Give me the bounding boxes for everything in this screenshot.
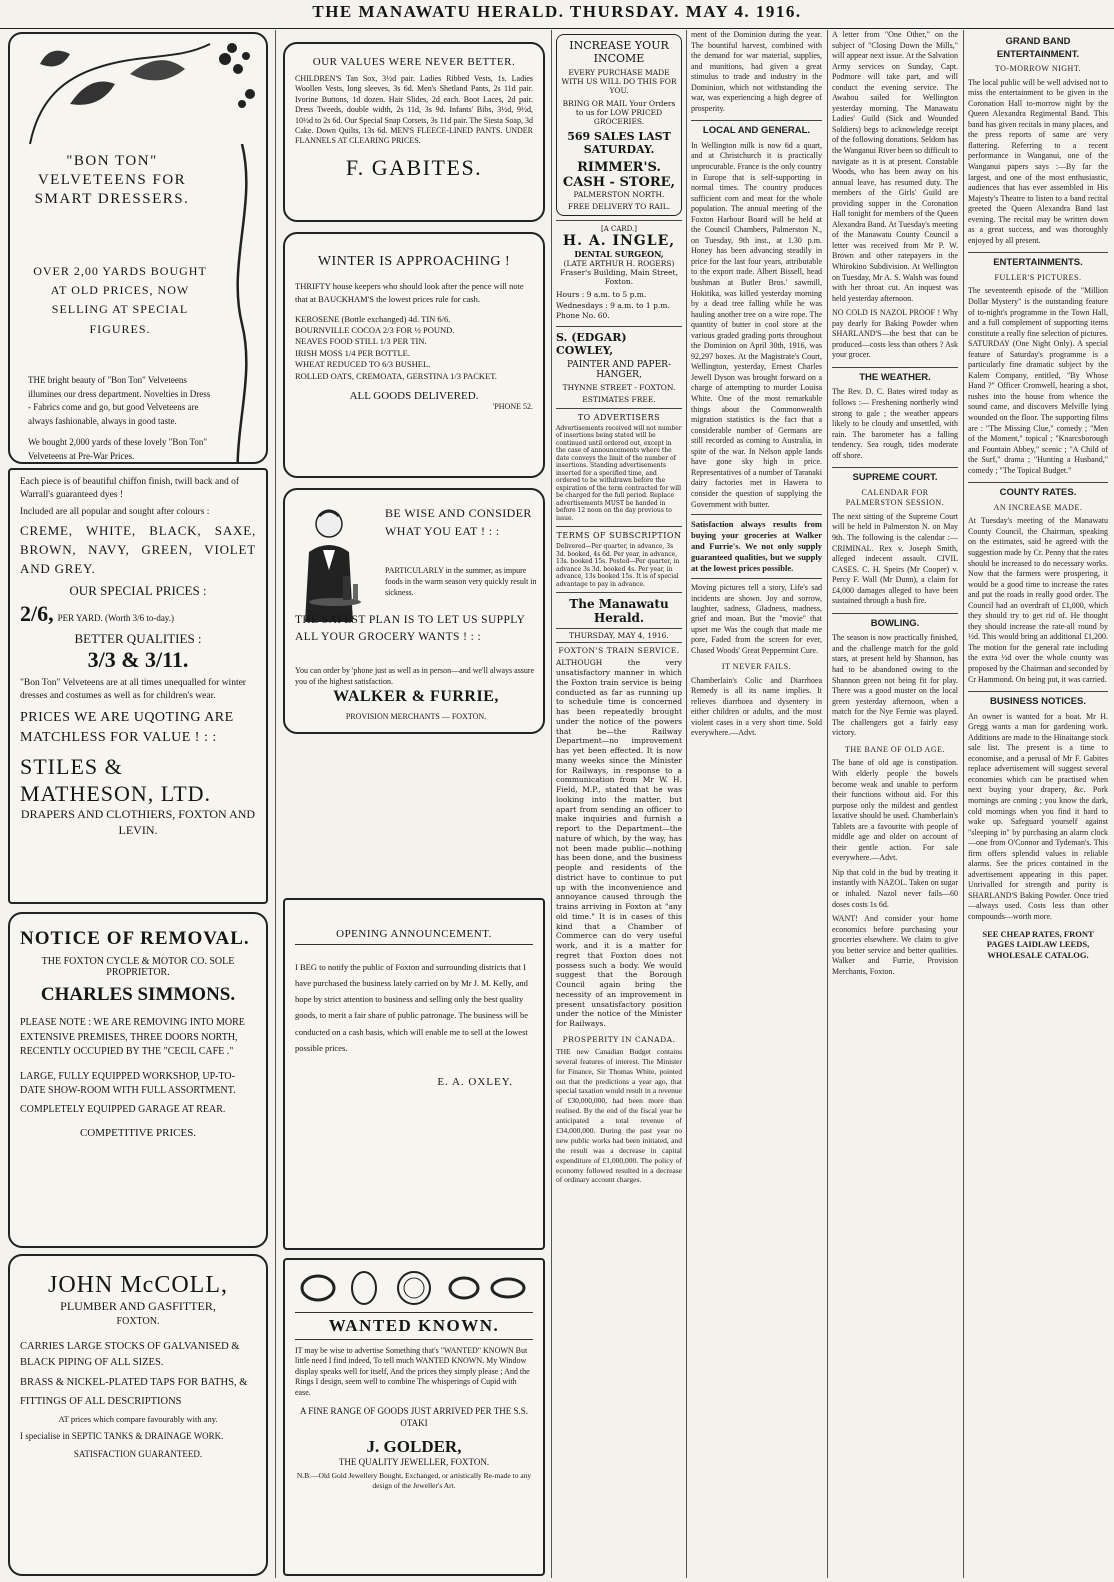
gabites-body: CHILDREN'S Tan Sox, 3½d pair. Ladies Ribbed Vests, 1s. Ladies Woollen Vests, long sleeves, 3s 6d. Men's Shetland Pants, 2s 11d pair. Ivorine Buttons, 1d dozen. Hair Slides, 2d each. Boot Laces, 2d pair. Dress Tweeds, double width, 2s 11d, 3s 9d. Infants' Bibs, 3½d, 9½d, 10½d to 2s 6d. Our Special Snap Corsets, 3s 11d pair. The Siesta Soap, 3d Cake. Down Quilts, 13s 6d. MEN'S FLEECE-LINED PANTS. UNDER FLANNELS AT CLEARING PRICES. <box>295 74 533 146</box>
mccoll-name: JOHN McCOLL, <box>48 1272 228 1298</box>
floral-ornament-icon <box>10 34 266 154</box>
local-general-headline: LOCAL AND GENERAL. <box>691 120 822 138</box>
removal-company: THE FOXTON CYCLE & MOTOR CO. SOLE PROPRIETOR. <box>41 956 235 978</box>
walker-trade: PROVISION MERCHANTS — FOXTON. <box>345 712 487 721</box>
bauckham-item: BOURNVILLE COCOA 2/3 FOR ½ POUND. <box>295 324 455 335</box>
weather-body: The Rev. D. C. Bates wired today as follows :— Freshening northerly wind strong to gale ; the weather appears likely to be cloudy and unsettled, with rain. The barometer has a falling tendency. Sea rough, tides moderate off shore. <box>832 387 958 460</box>
stiles-special-label: OUR SPECIAL PRICES : <box>69 582 207 598</box>
stiles-better-label: BETTER QUALITIES : <box>74 630 202 646</box>
rimmers-bring: BRING OR MAIL Your Orders to us for LOW PRICED GROCERIES. <box>562 99 676 127</box>
editorial-body: ALTHOUGH the very unsatisfactory manner in which the Foxton train service is being conducted as far as running up to schedule time is concerned has been repeatedly brought under the notice of the powers that be—the Railway Department—no improvement has yet been effected. It is now many weeks since the Minister for Railways, in response to a communication from Mr W. H. Field, M.P., stated that he was looking into the matter, but apart from sending an officer to make inquiries and furnish a report to the Department—the nature of which, by the way, has not been made public—nothing has been done, and the business people and residents of the district have to continue to put up with the inconvenience and annoyance caused through the trains arriving in Foxton at "any old time." It is in cases of this kind that a Chamber of Commerce can do very useful work, and it is a matter for regret that Foxton does not possess such a body. We would suggest that the Borough Council again bring the necessity of an improvement in present unsatisfactory position under the notice of the Minister for Railways. <box>556 658 682 1029</box>
column-6 <box>968 30 1108 1578</box>
mccoll-prices: AT prices which compare favourably with any. <box>58 1414 218 1424</box>
subscription-body: Delivered—Per quarter, in advance, 3s 3d. booked, 4s 6d. Per year, in advance, 13s. booked 15s. Posted—Per quarter, in advance 3s 3d. booked 4s. Per year, in advance, 13s booked 15s. It is of special advantage to pay in advance. <box>556 543 680 588</box>
oxley-opening-ad <box>283 898 545 1250</box>
stiles-intro: Each piece is of beautiful chiffon finish, twill back and of Warrall's guaranteed dyes ! <box>20 477 240 500</box>
local-general-body: In Wellington milk is now 6d a quart, and at Christchurch it is practically unprocurable. France is the only country in Europe that is self-supporting in normal times. The country produces sufficient corn and meat for the whole population. The annual meeting of the Foxton Harbour Board will be held at the Council Chambers, Palmerston N., on Tuesday, 9th inst., at 1.30 p.m. Honey has been advancing steadily in price for the last four years, attributable to the export trade. Albert Bissell, head bushman at Butler Bros.' sawmill, Hokitika, was killed yesterday morning by a dead tree falling while he was hauling another tree on a wire rope. The quantity of butter in cool store at the various graded grading ports throughout the Dominion on April 30th, 1916, was 92,297 boxes. At the Magistrate's Court, Wellington, yesterday, Ernest Charles Jewell Dyson was brought forward on a charge of attempting to murder Louisa White. One of the most remarkable things about the Commonwealth migration statistics is the fact that a considerable number of Germans are still recorded as coming to Australia, in spite of the war. In Nelson apple lands have gone sky high in price. Representatives of a number of Taranaki dairy factories met in Hawera to consider the question of supplying the Government with butter. <box>691 140 822 509</box>
removal-workshop: LARGE, FULLY EQUIPPED WORKSHOP, UP-TO-DATE SHOW-ROOM WITH FULL ASSORTMENT. <box>20 1070 236 1096</box>
bauckham-price-list <box>295 314 533 383</box>
continued-article: ment of the Dominion during the year. The bountiful harvest, combined with the demand for war material, supplies, and munitions, had given a great stimulus to trade and industry in the Dominion, which not withstanding the war, was experiencing a high degree of prosperity. <box>691 30 822 113</box>
oxley-body: I BEG to notify the public of Foxton and surrounding districts that I have purchased the business lately carried on by Mr J. M. Kelly, and hope by strict attention to business and selling only the best quality goods, to merit a fair share of public patronage. The business will be conducted on a cash basis, which will enable me to sell at the lowest possible prices. <box>295 962 529 1053</box>
stiles-unequalled: "Bon Ton" Velveteens are at all times unequalled for winter dresses and costumes as well as for children's wear. <box>20 677 246 701</box>
supreme-court-subheadline: CALENDAR FOR PALMERSTON SESSION. <box>845 487 945 508</box>
bowling-headline: BOWLING. <box>832 613 958 631</box>
band-body: The local public will be well advised not to miss the entertainment to be given in the Coronation Hall to-morrow night by the Queen Alexandra Regimental Band. This band has given recitals in many places, and the press reports of same are very flattering. Referring to a recent performance in Wanganui, one of the Wanganui papers says :—By far the largest, and one of the most enthusiastic, audiences that has ever assembled in His Majesty's Theatre to listen to a band recital greeted the Queen Alexandra Band last evening. The recital may be written down as a great success, and was thoroughly enjoyed by all present. <box>968 77 1108 245</box>
mccoll-septic: I specialise in SEPTIC TANKS & DRAINAGE WORK. <box>20 1431 224 1441</box>
walker-firm: WALKER & FURRIE, <box>333 688 499 705</box>
ingle-late: (LATE ARTHUR H. ROGERS) <box>563 259 675 269</box>
cowley-trade: PAINTER AND PAPER-HANGER, <box>567 359 671 380</box>
bauckham-delivered: ALL GOODS DELIVERED. <box>349 390 479 403</box>
walker-order: You can order by 'phone just as well as in person—and we'll always assure you of the highest satisfaction. <box>295 666 535 686</box>
ingle-name: H. A. INGLE, <box>562 233 676 250</box>
ingle-card <box>556 225 682 322</box>
supreme-court-headline: SUPREME COURT. <box>832 467 958 485</box>
bon-ton-offer: OVER 2,00 YARDS BOUGHT AT OLD PRICES, NOW SELLING AT SPECIAL FIGURES. <box>33 264 207 336</box>
walker-safest: THE SAFEST PLAN IS TO LET US SUPPLY ALL YOUR GROCERY WANTS ! : : <box>295 614 525 644</box>
removal-please-note: PLEASE NOTE : WE ARE REMOVING INTO MORE EXTENSIVE PREMISES, THREE DOORS NORTH, RECENTLY OCCUPIED BY THE "CECIL CAFE ." <box>20 1017 245 1057</box>
mccoll-stock: CARRIES LARGE STOCKS OF GALVANISED & BLACK PIPING OF ALL SIZES. <box>20 1341 240 1368</box>
cheap-rates-notice: SEE CHEAP RATES, FRONT PAGES LAIDLAW LEEDS, WHOLESALE CATALOG. <box>982 928 1094 960</box>
removal-garage: COMPLETELY EQUIPPED GARAGE AT REAR. <box>20 1103 226 1115</box>
bon-ton-velveteens-ad <box>8 32 268 464</box>
walker-want-notice: WANT! And consider your home economics before purchasing your groceries elsewhere. We claim to give you better service and better qualities. Walker and Furrie, Provision Merchants, Foxton. <box>832 914 958 976</box>
bowling-body: The season is now practically finished, and the challenge match for the gold stars, at present held by Shannon, has had to be abandoned owing to the Shannon green not being fit for play. There was a good muster on the local green yesterday afternoon, when a match for the Nye Fernie was played. The challengers got a fairly easy victory. <box>832 633 958 738</box>
removal-title: NOTICE OF REMOVAL. <box>20 928 250 949</box>
never-fails-body: Chamberlain's Colic and Diarrhoea Remedy is all its name implies. It relieves diarrhoea and dysentery in either children or adults, and the most violent cases in a very short time. Sold everywhere.—Advt. <box>691 675 822 738</box>
column-3 <box>556 30 682 1578</box>
never-fails-headline: IT NEVER FAILS. <box>721 662 792 672</box>
county-rates-subheadline: AN INCREASE MADE. <box>993 502 1083 512</box>
bauckham-phone: 'PHONE 52. <box>492 402 533 412</box>
stiles-firm: STILES & MATHESON, LTD. <box>20 754 212 806</box>
jewellery-illustration-icon <box>294 1266 534 1310</box>
bauckham-item: KEROSENE (Bottle exchanged) 4d. TIN 6/6. <box>295 313 451 324</box>
nazol-cold-notice: Nip that cold in the bud by treating it instantly with NAZOL. Taken on sugar or inhaled. Nazol never fails—60 doses costs 1s 6d. <box>832 867 958 909</box>
letter-notices: A letter from "One Other," on the subject of "Closing Down the Mills," will appear next issue. At the Salvation Army services on Sunday, Capt. Podmore will take part, and will conduct the evening service. The Awahou sailed for Wellington yesterday morning. The Manawatu Ladies' Guild (Sick and Wounded Soldiers) begs to acknowledge receipt of the following donations. Seldom has the Wanganui River been so difficult to navigate as it is at present. Constable Woods, who has been away on his annual leave, has resumed duty. The members of the Girls' Guild are providing supper in the Coronation Hall tonight for members of the Queen Alexandra Band. At Tuesday's meeting of the Manawatu County Council a letter was received from Mr P. W. Brown and other ratepayers in the Whirokino Subdivision. At Wellington on Tuesday, Mr A. S. Walsh was found with her throat cut. An inquest was held yesterday afternoon. <box>832 30 958 303</box>
golder-firm: J. GOLDER, <box>366 1437 462 1457</box>
rimmers-every: EVERY PURCHASE MADE WITH US WILL DO THIS FOR YOU. <box>561 68 677 96</box>
peppermint-cure-poem: Moving pictures tell a story, Life's sad incidents are shown. Joy and sorrow, laughter, sadness, Gladness, madness, grief and moan. But the "movie" that upset me Was the cough that made me pore, Faded from the screen for ever, Chased Woods' Great Peppermint Cure. <box>691 583 822 655</box>
band-headline: GRAND BAND ENTERTAINMENT. <box>996 36 1080 60</box>
business-notices-headline: BUSINESS NOTICES. <box>968 691 1108 709</box>
oxley-headline: OPENING ANNOUNCEMENT. <box>295 928 533 945</box>
column-rule <box>275 30 276 1578</box>
stiles-included: Included are all popular and sought after colours : <box>20 506 210 517</box>
stiles-better-price: 3/3 & 3/11. <box>87 646 189 672</box>
mccoll-satisfaction: SATISFACTION GUARANTEED. <box>73 1448 203 1459</box>
cowley-estimates: ESTIMATES FREE. <box>582 394 656 404</box>
bon-ton-headline: "BON TON" VELVETEENS FOR SMART DRESSERS. <box>34 153 190 207</box>
removal-name: CHARLES SIMMONS. <box>40 984 236 1005</box>
cowley-card <box>556 331 682 404</box>
bon-ton-body: THE bright beauty of "Bon Ton" Velveteens illumines our dress department. Novelties in Dress - Fabrics come and go, but good Velveteens are always fashionable, always in good taste. <box>28 375 211 426</box>
ingle-hours: Hours : 9 a.m. to 5 p.m. Wednesdays : 9 a.m. to 1 p.m. Phone No. 60. <box>556 290 670 321</box>
removal-prices: COMPETITIVE PRICES. <box>79 1127 197 1139</box>
band-subheadline: TO-MORROW NIGHT. <box>994 64 1082 74</box>
ingle-title: DENTAL SURGEON, <box>574 249 664 260</box>
bon-ton-prewar: We bought 2,000 yards of these lovely "Bon Ton" Velveteens at Pre-War Prices. <box>28 437 208 461</box>
golder-jeweller-ad <box>283 1258 545 1576</box>
walker-furrie-ad <box>283 488 545 734</box>
entertainments-subheadline: FULLER'S PICTURES. <box>994 272 1082 282</box>
rimmers-firm: RIMMER'S. CASH - STORE, <box>562 160 676 191</box>
weather-headline: THE WEATHER. <box>832 367 958 385</box>
rimmers-increase: INCREASE YOUR INCOME <box>569 39 669 66</box>
canada-headline: PROSPERITY IN CANADA. <box>562 1034 676 1044</box>
rimmers-ad <box>556 34 682 216</box>
walker-summer: PARTICULARLY in the summer, as impure foods in the warm season very quickly result in sickness. <box>385 566 537 597</box>
column-5 <box>832 30 958 1578</box>
stiles-matheson-ad <box>8 468 268 904</box>
john-mccoll-ad <box>8 1254 268 1576</box>
paper-date: THURSDAY, MAY 4, 1916. <box>556 628 682 643</box>
ingle-card-label: [A CARD.] <box>600 225 637 234</box>
canada-body: THE new Canadian Budget contains several features of interest. The Minister for Finance, Sir Thomas White, pointed out that the predictions a year ago, that special taxation would result in a revenue of £30,000,000, had been more than realised. By the end of the fiscal year he anticipated a total revenue of £34,000,000. During the past year no new public works had been initiated, and the result was a decrease in capital expenditure of £1,000,000. The policy of economy followed resulted in a decrease of ordinary account charges. <box>556 1046 682 1185</box>
editorial-headline: FOXTON'S TRAIN SERVICE. <box>558 646 680 656</box>
cowley-name: S. (EDGAR) COWLEY, <box>556 330 627 357</box>
golder-note: N.B.—Old Gold Jewellery Bought, Exchanged, or artistically Re-made to any design of the Jeweller's Art. <box>296 1471 532 1491</box>
bauckham-intro: THRIFTY house keepers who should look after the pence will note that at BAUCKHAM'S the lowest prices rule for cash. <box>295 281 524 304</box>
subscription-title: TERMS OF SUBSCRIPTION <box>556 531 682 541</box>
oxley-name: E. A. OXLEY. <box>437 1075 513 1088</box>
bauckham-item: NEAVES FOOD STILL 1/3 PER TIN. <box>295 336 427 347</box>
gabites-firm: F. GABITES. <box>345 154 483 180</box>
gabites-ad <box>283 42 545 222</box>
column-4 <box>691 30 822 1578</box>
stiles-colours: CREME, WHITE, BLACK, SAXE, BROWN, NAVY, GREEN, VIOLET AND GREY. <box>20 523 256 577</box>
mccoll-fittings: FITTINGS OF ALL DESCRIPTIONS <box>20 1396 182 1408</box>
county-rates-headline: COUNTY RATES. <box>968 482 1108 500</box>
walker-headline: BE WISE AND CONSIDER WHAT YOU EAT ! : : <box>385 506 532 538</box>
rimmers-town: PALMERSTON NORTH. <box>573 190 665 200</box>
column-rule <box>827 30 828 1578</box>
golder-body: IT may be wise to advertise Something that's "WANTED" KNOWN But little need I find indeed, To tell much WANTED KNOWN. My Window display speaks well for itself, And the prices they simply please ; And the Rings I design, seem well to combine The whisperings of Cupid with ease. <box>295 1346 530 1397</box>
mccoll-town: FOXTON. <box>116 1316 160 1327</box>
stiles-trade: DRAPERS AND CLOTHIERS, FOXTON AND LEVIN. <box>20 806 256 837</box>
column-rule <box>551 30 552 1578</box>
supreme-court-body: The next sitting of the Supreme Court will be held in Palmerston N. on May 9th. The following is the calendar :— CRIMINAL. Rex v. Joseph Smith, alleged indecent assault. CIVIL CASES. C. H. Speirs (Mr Cooper) v. Percy F. Wall (Mr Dunn), a claim for £4,000 damages alleged to have been sustained through a bush fire. <box>832 511 958 606</box>
column-rule <box>686 30 687 1578</box>
entertainments-body: The seventeenth episode of the "Million Dollar Mystery" is the outstanding feature of to-night's programme in the Town Hall, and a full complement of supporting items constitute a really fine selection of pictures. SATURDAY (One Night Only). A special feature of Saturday's programme is a particularly fine dramatic subject by the Kalem Company, entitled, "By Whose Hand ?" Officer Cromwell, hearing a shot, rushes into the house from whence the sound came, and discovers Melville lying wounded on the floor. The supporting films are : "The Missing Clue," comedy ; "Men of the Moment," topical ; "Knarcsborough and Fountain Abbey," scenic ; "A Child of the Surf," drama ; "Hunting a Husband," comedy ; "The Topical Budget." <box>968 286 1108 475</box>
column-rule <box>963 30 964 1578</box>
golder-headline: WANTED KNOWN. <box>295 1312 533 1340</box>
cowley-street: THYNNE STREET - FOXTON. <box>562 382 676 392</box>
golder-trade: THE QUALITY JEWELLER, FOXTON. <box>338 1457 490 1468</box>
bauckham-ad <box>283 232 545 478</box>
bauckham-item: ROLLED OATS, CREMOATA, GERSTINA 1/3 PACKET. <box>295 370 497 381</box>
mccoll-taps: BRASS & NICKEL-PLATED TAPS FOR BATHS, & <box>20 1376 248 1388</box>
rimmers-sales: 569 SALES LAST SATURDAY. <box>567 130 671 157</box>
bauckham-item: WHEAT REDUCED TO 6/3 BUSHEL. <box>295 359 431 370</box>
advertisers-body: Advertisements received will not number of insertions being stated will be continued until ordered out, except in the case of announcements where the date conveys the limit of the number of insertions. Standing advertisements inserted for a specified time, and ordered to be withdrawn before the expiration of the term contracted for will be charged for the full period. Replace advertisements MUST be handed in before 12 noon on the day previous to issue. <box>556 424 682 522</box>
vine-ornament-icon <box>222 144 262 464</box>
advertisers-title: TO ADVERTISERS <box>577 412 661 422</box>
paper-nameplate: The Manawatu Herald. <box>569 597 669 626</box>
nazol-notice: NO COLD IS NAZOL PROOF ! Why pay dearly for Baking Powder when SHARLAND'S—the best that can be produced—costs less than others ? Ask your grocer. <box>832 308 958 360</box>
gabites-headline: OUR VALUES WERE NEVER BETTER. <box>312 56 516 68</box>
walker-satisfaction-notice: Satisfaction always results from buying your groceries at Walker and Furrie's. We not only supply guaranteed qualities, but we supply at the lowest prices possible. <box>691 519 822 574</box>
stiles-special-note: PER YARD. (Worth 3/6 to-day.) <box>57 612 174 623</box>
golder-goods: A FINE RANGE OF GOODS JUST ARRIVED PER THE S.S. OTAKI <box>300 1405 528 1428</box>
old-age-headline: THE BANE OF OLD AGE. <box>845 744 945 754</box>
masthead: THE MANAWATU HERALD. THURSDAY. MAY 4. 1916. <box>0 2 1114 29</box>
mccoll-trade: PLUMBER AND GASFITTER, <box>60 1299 216 1313</box>
stiles-matchless: PRICES WE ARE UQOTING ARE MATCHLESS FOR VALUE ! : : <box>20 709 234 745</box>
notice-of-removal-ad <box>8 912 268 1248</box>
old-age-body: The bane of old age is constipation. With elderly people the bowels become weak and unable to perform their functions without aid. For this purpose only the mildest and gentlest laxative should be used. Chamberlain's Tablets are a favourite with people of middle age and older on account of their gentle action. For sale everywhere.—Advt. <box>832 758 958 863</box>
bauckham-item: IRISH MOSS 1/4 PER BOTTLE. <box>295 347 410 358</box>
ingle-address: Fraser's Building, Main Street, Foxton. <box>560 268 678 287</box>
stiles-special-price: 2/6, <box>20 600 54 626</box>
rimmers-free-delivery: FREE DELIVERY TO RAIL. <box>567 202 671 212</box>
entertainments-headline: ENTERTAINMENTS. <box>968 252 1108 270</box>
county-rates-body: At Tuesday's meeting of the Manawatu County Council, the Chairman, speaking on the estimates, said he agreed with the suggestion made by Cr. Penny that the rates should be increased to do necessary works. Now that the farmers were prospering, it would be a good time to increase the rates and put the roads in really good order. The Council had an overdraft of £1,000, which they should try to get rid of. He thought they should increase the rate-all round by ½d. This would bring an additional £1,200. The motion for the general rate including the extra ½d over the whole county was proposed by the Chairman and seconded by Cr Hammond. On being put, it was carried. <box>968 516 1108 684</box>
business-notices-body: An owner is wanted for a boat. Mr H. Gregg wants a man for gardening work. Additions are made to the Hinaitange stock sale list. The present is a time to economise, and a perusal of Mr F. Gabites replace advertisement will suggest several economies which can be practised when next buying your drapery, &c. Pork mornings are coming ; you know the dark, cold mornings when you find it hard to wake up. Safeguard yourself against "sleeping in" by purchasing an alarm clock—one from O'Connor and Tydeman's. This firm offers splendid values in reliable alarms. See the prices contained in the advertisement appearing in this paper. Unrivalled for strength and purity is SHARLAND'S Baking Powder. Once tried—always used. Costs less than other compounds—worth more. <box>968 711 1108 922</box>
bauckham-headline: WINTER IS APPROACHING ! <box>317 254 511 269</box>
